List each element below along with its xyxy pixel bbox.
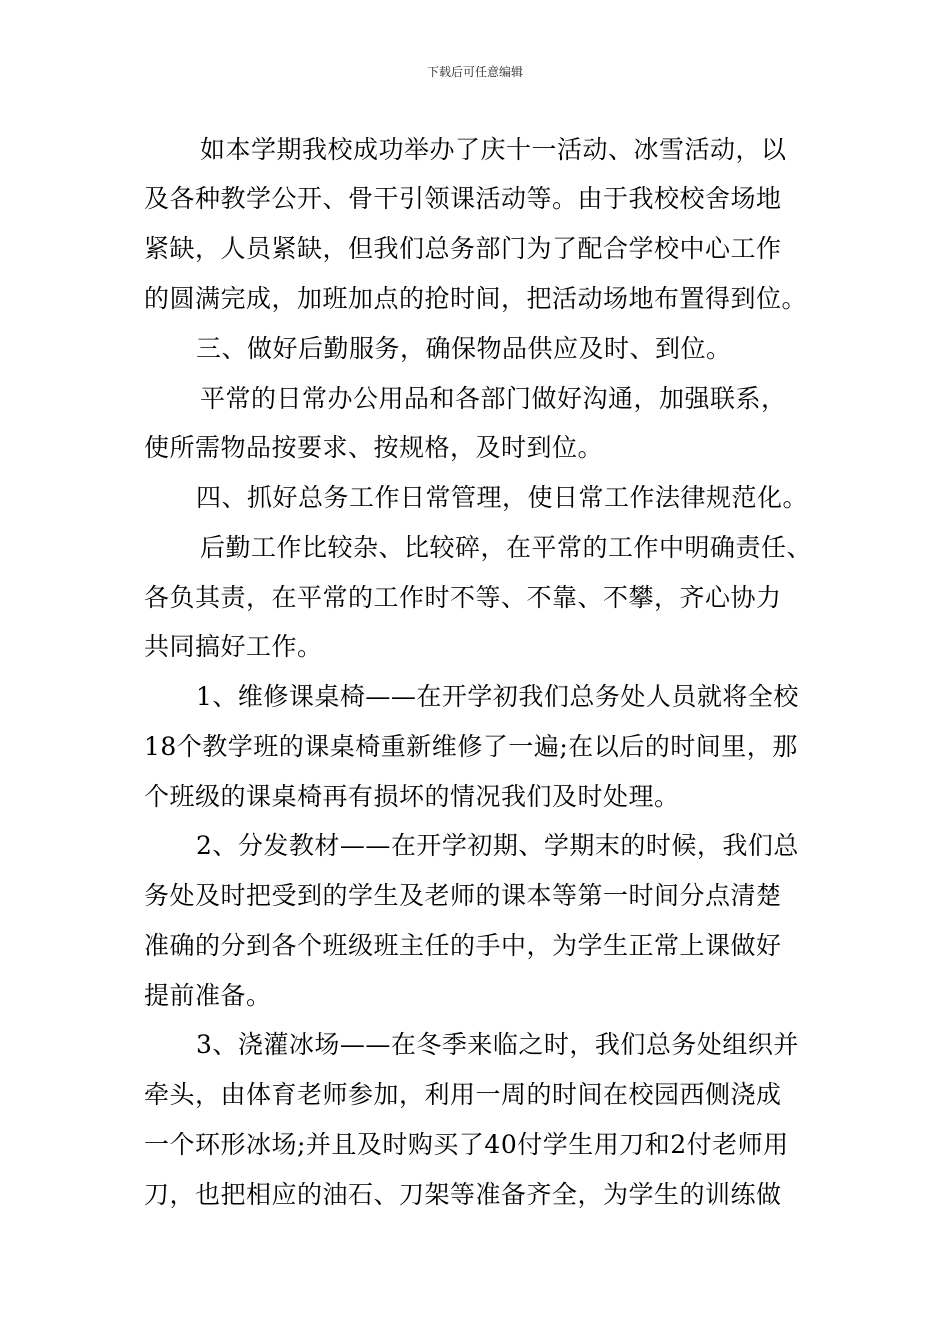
- section-heading: 四、抓好总务工作日常管理，使日常工作法律规范化。: [196, 483, 809, 512]
- text-line: 后勤工作比较杂、比较碎，在平常的工作中明确责任、: [200, 533, 813, 562]
- text-line: 平常的日常办公用品和各部门做好沟通，加强联系，: [200, 384, 787, 413]
- text-line: 紧缺，人员紧缺，但我们总务部门为了配合学校中心工作: [144, 234, 782, 263]
- text-line: 准确的分到各个班级班主任的手中，为学生正常上课做好: [144, 931, 782, 960]
- text-line: 及各种教学公开、骨干引领课活动等。由于我校校舍场地: [144, 184, 782, 213]
- text-line: 共同搞好工作。: [144, 632, 323, 661]
- text-line: 1、维修课桌椅——在开学初我们总务处人员就将全校: [196, 682, 799, 711]
- text-line: 提前准备。: [144, 981, 272, 1010]
- text-line: 如本学期我校成功举办了庆十一活动、冰雪活动，以: [200, 135, 787, 164]
- text-line: 各负其责，在平常的工作时不等、不靠、不攀，齐心协力: [144, 583, 782, 612]
- text-line: 个班级的课桌椅再有损坏的情况我们及时处理。: [144, 782, 680, 811]
- text-line: 3、浇灌冰场——在冬季来临之时，我们总务处组织并: [196, 1030, 799, 1059]
- text-line: 牵头，由体育老师参加，利用一周的时间在校园西侧浇成: [144, 1080, 782, 1109]
- page-header: 下载后可任意编辑: [426, 65, 523, 79]
- text-line: 的圆满完成，加班加点的抢时间，把活动场地布置得到位。: [144, 284, 808, 313]
- text-line: 使所需物品按要求、按规格，及时到位。: [144, 433, 604, 462]
- text-line: 2、分发教材——在开学初期、学期末的时候，我们总: [196, 831, 799, 860]
- text-line: 务处及时把受到的学生及老师的课本等第一时间分点清楚: [144, 881, 782, 910]
- section-heading: 三、做好后勤服务，确保物品供应及时、到位。: [196, 334, 732, 363]
- text-line: 刀，也把相应的油石、刀架等准备齐全，为学生的训练做: [144, 1180, 782, 1209]
- text-line: 一个环形冰场;并且及时购买了40付学生用刀和2付老师用: [144, 1130, 789, 1159]
- text-line: 18个教学班的课桌椅重新维修了一遍;在以后的时间里，那: [144, 732, 798, 761]
